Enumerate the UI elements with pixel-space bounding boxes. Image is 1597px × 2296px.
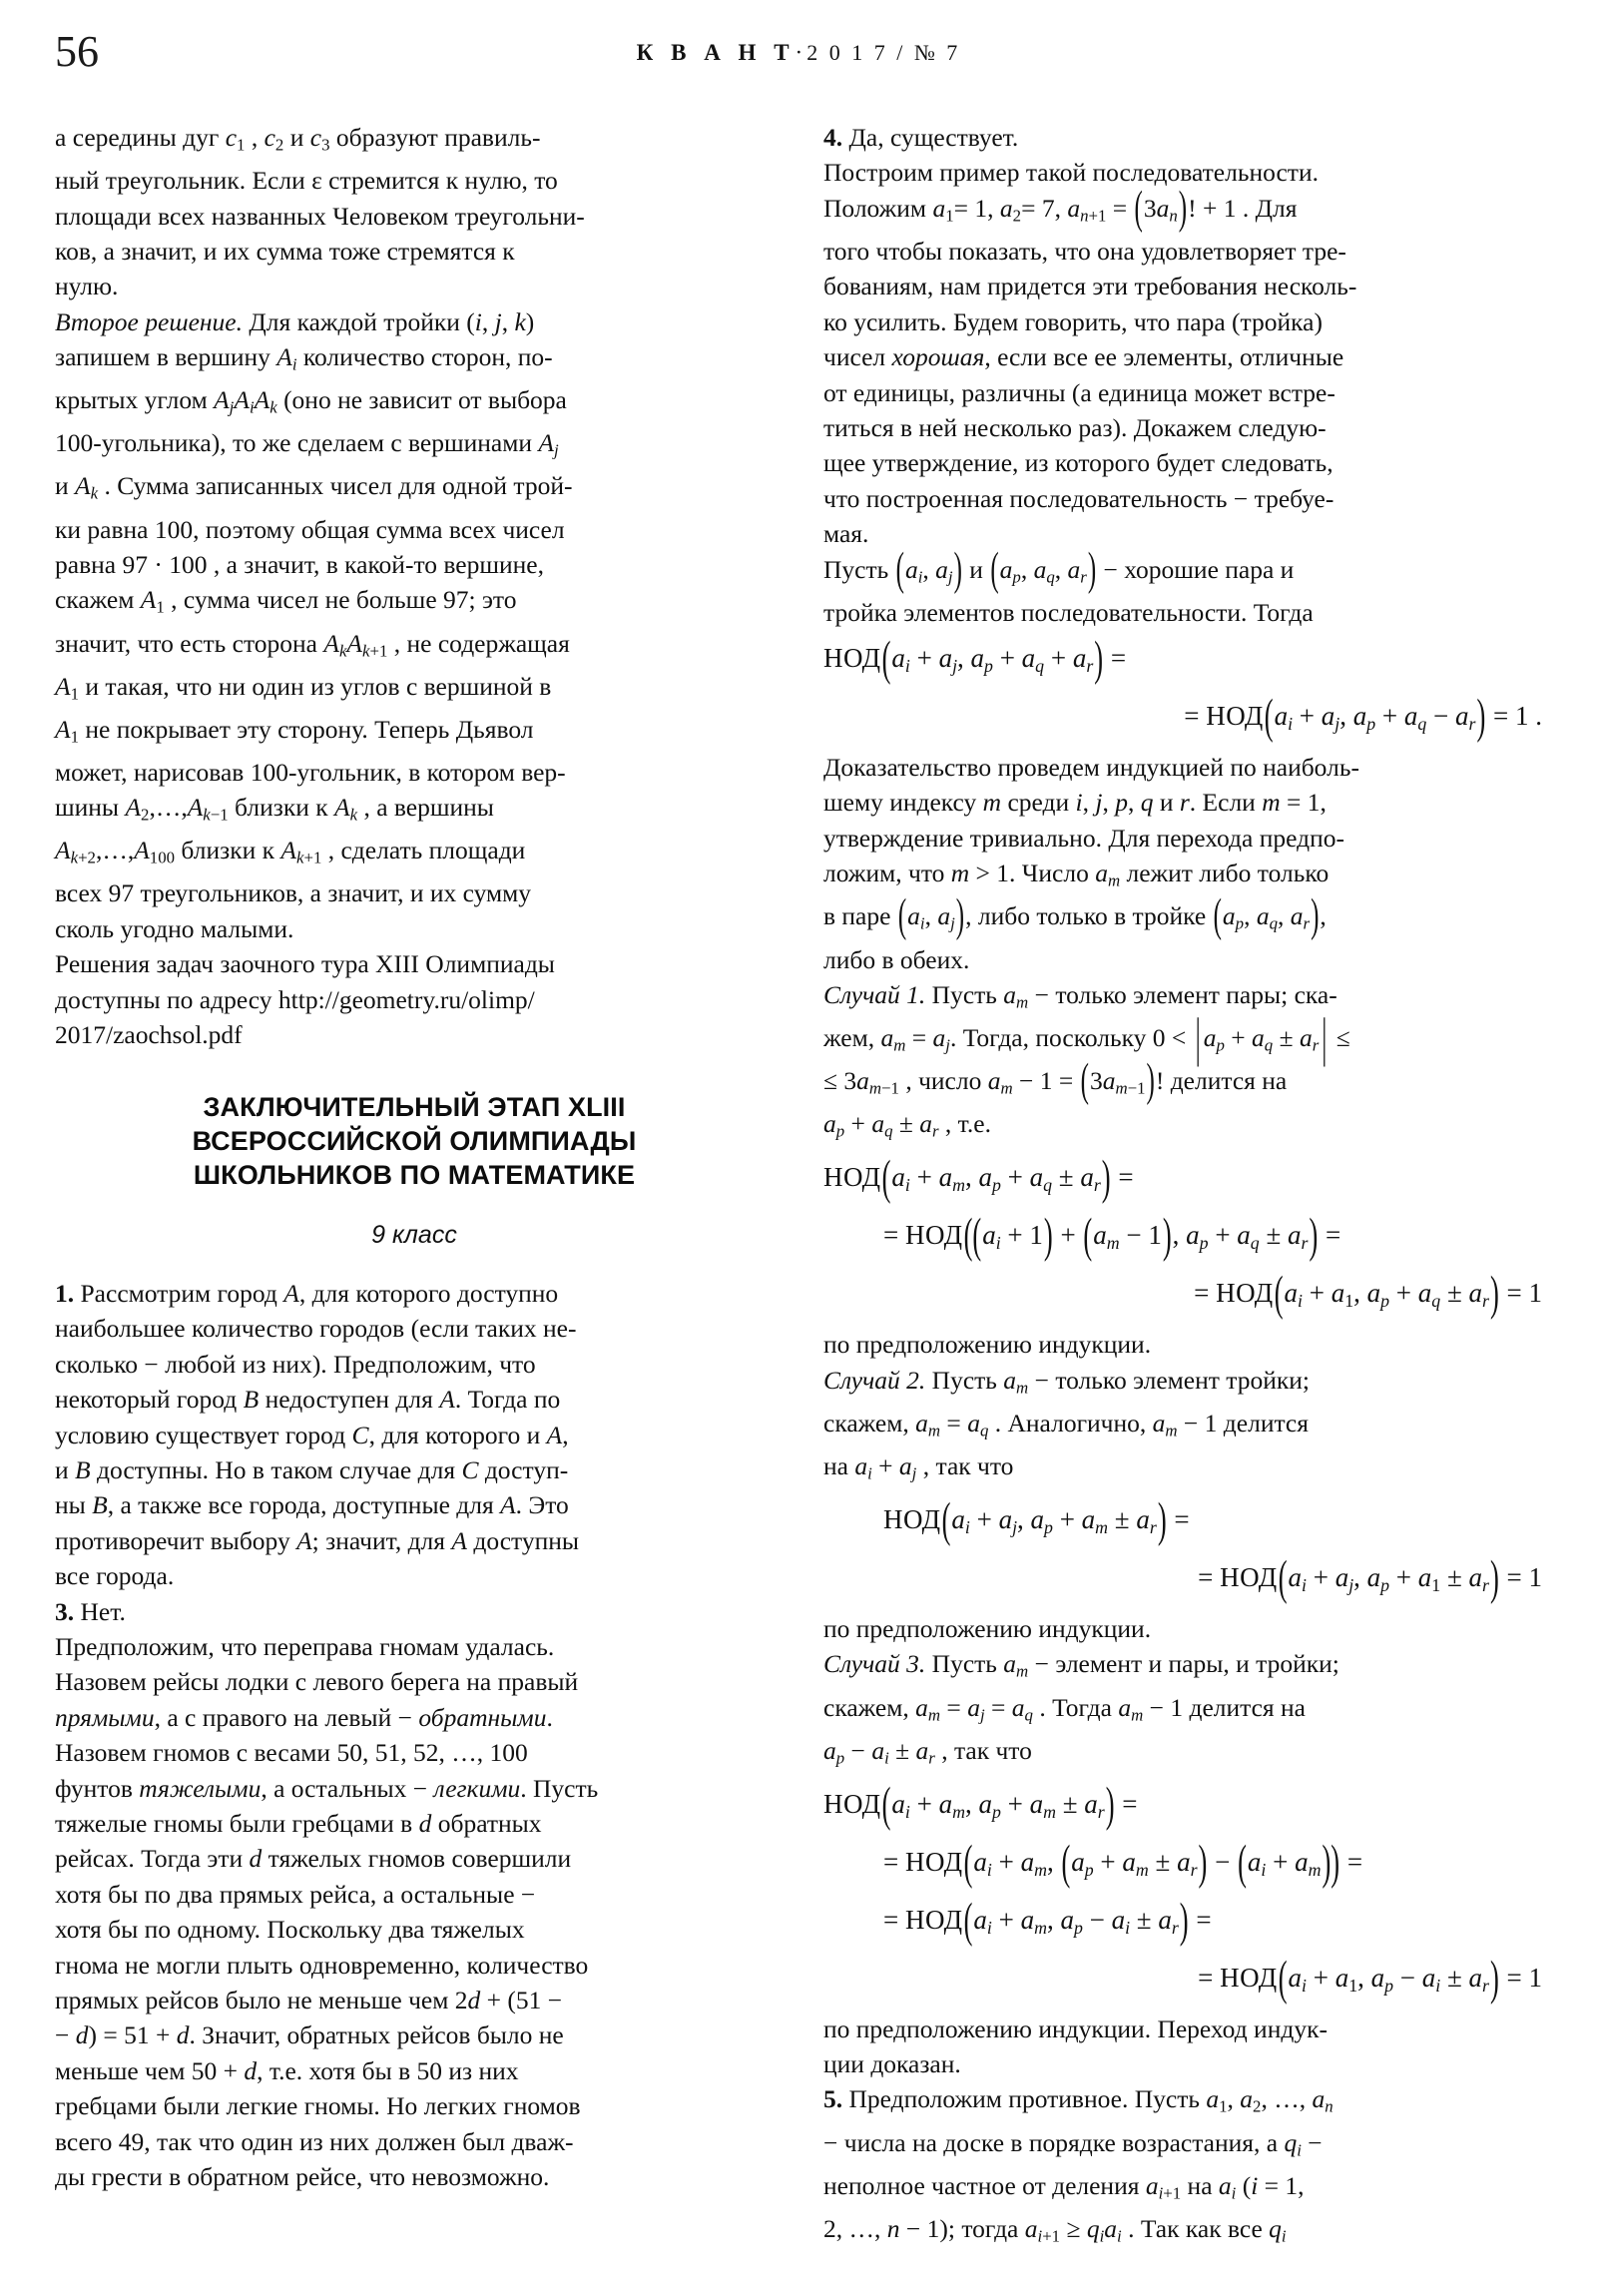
- case-3-label: Случай 3.: [823, 1649, 926, 1679]
- case-2-label: Случай 2.: [823, 1365, 926, 1395]
- proof-intro: Доказательство проведем индукцией по наиболь- шему индексу m среди i, j, p, q и r. Если m = 1, утверждение тривиально. Для перехода предпо- ложим, что m > 1. Число $a_m$ лежит либо только в паре ($a_i$, $a_j$), либо только в тройке ($a_p$, $a_q$, $a_r$), либо в обеих.: [823, 753, 1359, 974]
- case-2-formula-2: = $НОД(a_i + a_j$, $a_p + a1 \pm a_r) = 1$: [1198, 1549, 1542, 1605]
- problem-4: 4. Да, существует. Построим пример такой последовательности. Положим a1= 1, a2= 7, $a_n+1 = (3a_n)$! + 1 . Для того чтобы показать, что она удовлетворяет тре- бованиям, нам придется эти требования несколь- ко усилить. Будем говорить, что пара (тройка) чисел хорошая, если все ее элементы, отличные от единицы, различны (а единица может встре- титься в ней несколько раз). Докажем следую- щее утверждение, из которого будет следовать, что построенная последовательность − требуе- мая.: [823, 123, 1357, 549]
- head-separator: ·: [795, 40, 807, 65]
- section-subtitle: 9 класс: [371, 1221, 457, 1250]
- journal-issue: 2 0 1 7 / № 7: [806, 40, 961, 65]
- formula-1b: = $НОД(a_i + a_j$, $a_p + a_q - a_r) = 1$ .: [1184, 688, 1542, 744]
- second-solution-paragraph: Второе решение. Для каждой тройки (i, j, k) запишем в вершину $A_i$ количество сторон, по- крытых углом $A_jA_iA_k$ (оно не зависит от выбора 100-угольника), то же сделаем с вершинами $A_j$ и $A_k$ . Сумма записанных чисел для одной трой- ки равна 100, поэтому общая сумма всех чисел равна 97 · 100 , а значит, в какой-то вершине, скажем A1 , сумма чисел не больше 97; это значит, что есть сторона $A_kA_k+1$ , не содержащая A1 и такая, что ни один из углов с вершиной в A1 не покрывает эту сторону. Теперь Дьявол может, нарисовав 100-угольник, в котором вер- шины $A2,\dots,A_k-1$ близки к $A_k$ , а вершины $A_k+2,\dots,A100$ близки к $A_k+1$ , сделать площади всех 97 треугольников, а значит, и их сумму сколь угодно малыми.: [55, 306, 573, 943]
- case-1: Случай 1. Пусть $a_m$ − только элемент пары; ска- жем, $a_m = a_j$. Тогда, поскольку 0 < | $a_p + a_q \pm a_r$ | ≤ ≤ $3a_m-1$ , число $a_m - 1 = (3a_m-1)$! делится на $a_p + a_q \pm a_r$ , т.е.: [823, 979, 1350, 1141]
- case-2: Случай 2. Пусть $a_m$ − только элемент тройки; скажем, $a_m = a_q$ . Аналогично, $a_m - 1$ делится на $a_i + a_j$ , так что: [823, 1365, 1310, 1483]
- running-head: [55, 27, 1542, 88]
- case-3-formula-1: $НОД(a_i + a_m$, $a_p + a_m \pm a_r$) =: [823, 1775, 1138, 1832]
- problem-3-answer: Нет.: [80, 1596, 126, 1626]
- reference-note: Решения задач заочного тура XIII Олимпиады доступны по адресу http://geometry.ru/olimp/ 2017/zaochsol.pdf: [55, 949, 555, 1050]
- case-2-formula-1: $НОД(a_i + a_j$, $a_p + a_m \pm a_r$) =: [883, 1491, 1190, 1547]
- problem-3: 3. Нет. Предположим, что переправа гномам удалась. Назовем рейсы лодки с левого берега на правый прямыми, а с правого на левый − обратными. Назовем гномов с весами 50, 51, 52, …, 100 фунтов тяжелыми, а остальных − легкими. Пусть тяжелые гномы были гребцами в d обратных рейсах. Тогда эти d тяжелых гномов совершили хотя бы по два прямых рейса, а остальные − хотя бы по одному. Поскольку два тяжелых гнома не могли плыть одновременно, количество прямых рейсов было не меньше чем 2d + (51 − − d) = 51 + d. Значит, обратных рейсов было не меньше чем 50 + d, т.е. хотя бы в 50 из них гребцами были легкие гномы. Но легких гномов всего 49, так что один из них должен был дваж- ды грести в обратном рейсе, что невозможно.: [55, 1596, 599, 2192]
- section-title-line-2: ВСЕРОССИЙСКОЙ ОЛИМПИАДЫ: [192, 1126, 637, 1157]
- page-number: 56: [55, 27, 99, 76]
- right-column: [823, 120, 1542, 2276]
- journal-name: К В А Н Т: [636, 40, 796, 65]
- case-3-end: по предположению индукции. Переход индук- ции доказан.: [823, 2013, 1328, 2079]
- let-line: Пусть ($a_i$, $a_j$) и ($a_p$, $a_q$, $a_r$) − хорошие пара и тройка элементов последовательности. Тогда: [823, 544, 1314, 627]
- journal-title-line: [55, 40, 1542, 66]
- paragraph-continuation: а середины дуг c1 , c2 и c3 образуют правиль- ный треугольник. Если ɛ стремится к нулю, то площади всех названных Человеком треугольни- ков, а значит, и их сумма тоже стремятся к нулю.: [55, 123, 585, 301]
- problem-5: 5. Предположим противное. Пусть a1, a2, …, $a_n$ − числа на доске в порядке возрастания, а $q_i$ − неполное частное от деления $a_i+1$ на $a_i$ (i = 1, 2, …, n − 1); тогда $a_i+1 \ge q_ia_i$ . Так как все $q_i$: [823, 2084, 1333, 2246]
- problem-5-number: 5.: [823, 2084, 843, 2114]
- column-container: [55, 120, 1542, 2276]
- left-column: [55, 120, 774, 2276]
- section-title-line-1: ЗАКЛЮЧИТЕЛЬНЫЙ ЭТАП XLIII: [203, 1092, 626, 1123]
- problem-1-number: 1.: [55, 1278, 75, 1308]
- case-1-end: по предположению индукции.: [823, 1330, 1152, 1360]
- problem-4-number: 4.: [823, 123, 843, 152]
- formula-1a: $НОД(a_i + a_j$, $a_p + a_q + a_r$) =: [823, 630, 1127, 686]
- case-2-end: по предположению индукции.: [823, 1614, 1152, 1643]
- problem-1: 1. Рассмотрим город A, для которого доступно наибольшее количество городов (если таких не- сколько − любой из них). Предположим, что некоторый город B недоступен для A. Тогда по условию существует город C, для которого и A, и B доступны. Но в таком случае для C доступ- ны B, а также все города, доступные для A. Это противоречит выбору A; значит, для A доступны все города.: [55, 1278, 580, 1591]
- case-3-formula-3: = $НОД(a_i + a_m$, $a_p - a_i \pm a_r$) =: [883, 1891, 1212, 1948]
- case-3-formula-4: = $НОД(a_i + a1$, $a_p - a_i \pm a_r) = 1$: [1198, 1949, 1542, 2006]
- second-solution-label: Второе решение.: [55, 306, 243, 336]
- case-3: Случай 3. Пусть $a_m$ − элемент и пары, и тройки; скажем, $a_m = a_j = a_q$ . Тогда $a_m - 1$ делится на $a_p - a_i \pm a_r$ , так что: [823, 1649, 1339, 1768]
- case-1-label: Случай 1.: [823, 979, 926, 1009]
- case-1-formula-3: = $НОД(a_i + a1$, $a_p + a_q \pm a_r) = 1$: [1194, 1265, 1542, 1322]
- case-3-formula-2: = $НОД(a_i + a_m$, $(a_p + a_m \pm a_r) - (a_i + a_m)$) =: [883, 1833, 1363, 1890]
- problem-3-number: 3.: [55, 1596, 75, 1626]
- section-title-line-3: ШКОЛЬНИКОВ ПО МАТЕМАТИКЕ: [193, 1160, 636, 1191]
- section-title: [55, 1090, 774, 1192]
- case-1-formula-1: $НОД(a_i + a_m$, $a_p + a_q \pm a_r$) =: [823, 1149, 1134, 1206]
- problem-4-answer: Да, существует.: [848, 123, 1019, 152]
- case-1-formula-2: = $НОД((a_i + 1) + (a_m - 1)$, $a_p + a_q \pm a_r$) =: [883, 1207, 1341, 1264]
